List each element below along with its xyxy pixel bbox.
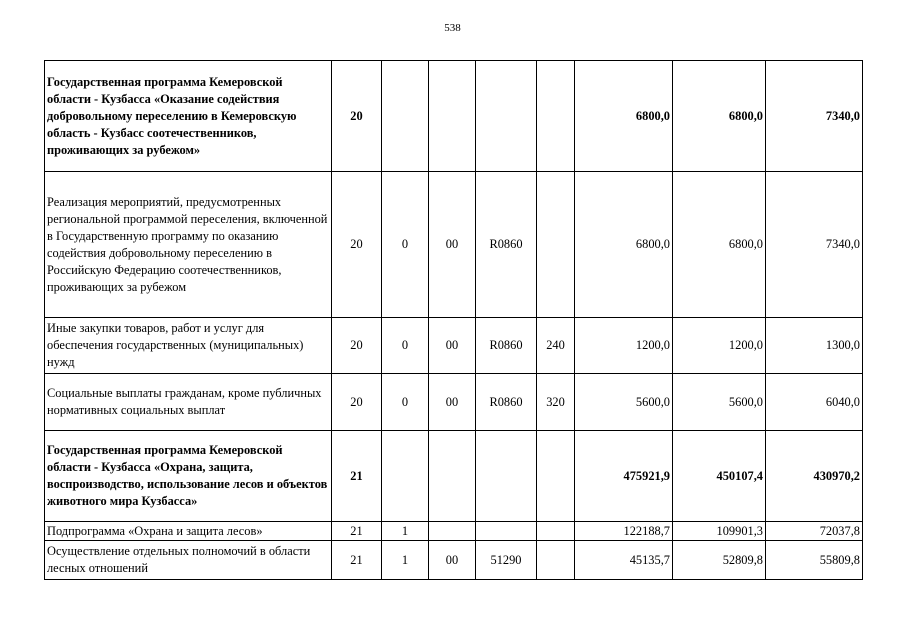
- expense-type-code: [537, 541, 575, 580]
- subprogram-code: 0: [382, 374, 429, 431]
- subprogram-code: [382, 61, 429, 172]
- row-name: Подпрограмма «Охрана и защита лесов»: [45, 522, 332, 541]
- row-name: Иные закупки товаров, работ и услуг для обеспечения государственных (муниципальных) нужд: [45, 318, 332, 374]
- row-name: Государственная программа Кемеровской области - Кузбасса «Оказание содействия добровольному переселению в Кемеровскую область - Кузбасс соотечественников, проживающих за рубежом»: [45, 61, 332, 172]
- direction-code: [476, 431, 537, 522]
- amount-1: 6800,0: [575, 172, 673, 318]
- direction-code: R0860: [476, 172, 537, 318]
- table-row: [45, 374, 863, 431]
- amount-1: 475921,9: [575, 431, 673, 522]
- amount-3: 7340,0: [766, 172, 863, 318]
- main-event-code: 00: [429, 374, 476, 431]
- table-row: [45, 541, 863, 580]
- program-code: 21: [332, 431, 382, 522]
- amount-2: 5600,0: [673, 374, 766, 431]
- amount-2: 52809,8: [673, 541, 766, 580]
- budget-table: [44, 60, 863, 580]
- amount-1: 45135,7: [575, 541, 673, 580]
- subprogram-code: 0: [382, 318, 429, 374]
- direction-code: R0860: [476, 318, 537, 374]
- amount-1: 5600,0: [575, 374, 673, 431]
- table-row: [45, 318, 863, 374]
- expense-type-code: 320: [537, 374, 575, 431]
- main-event-code: [429, 431, 476, 522]
- main-event-code: [429, 61, 476, 172]
- amount-3: 7340,0: [766, 61, 863, 172]
- table-row: [45, 61, 863, 172]
- expense-type-code: [537, 61, 575, 172]
- expense-type-code: 240: [537, 318, 575, 374]
- subprogram-code: 0: [382, 172, 429, 318]
- program-code: 20: [332, 172, 382, 318]
- row-name: Реализация мероприятий, предусмотренных региональной программой переселения, включенной в Государственную программу по оказанию содействия добровольному переселению в Российскую Федерацию соотечественников, проживающих за рубежом: [45, 172, 332, 318]
- amount-1: 1200,0: [575, 318, 673, 374]
- subprogram-code: [382, 431, 429, 522]
- table-row: [45, 172, 863, 318]
- row-name: Социальные выплаты гражданам, кроме публичных нормативных социальных выплат: [45, 374, 332, 431]
- program-code: 21: [332, 522, 382, 541]
- program-code: 21: [332, 541, 382, 580]
- amount-1: 122188,7: [575, 522, 673, 541]
- amount-3: 72037,8: [766, 522, 863, 541]
- amount-2: 109901,3: [673, 522, 766, 541]
- direction-code: [476, 522, 537, 541]
- main-event-code: 00: [429, 541, 476, 580]
- subprogram-code: 1: [382, 522, 429, 541]
- amount-3: 1300,0: [766, 318, 863, 374]
- amount-2: 6800,0: [673, 172, 766, 318]
- direction-code: R0860: [476, 374, 537, 431]
- page-number: 538: [444, 22, 461, 34]
- amount-3: 55809,8: [766, 541, 863, 580]
- subprogram-code: 1: [382, 541, 429, 580]
- amount-3: 430970,2: [766, 431, 863, 522]
- row-name: Осуществление отдельных полномочий в области лесных отношений: [45, 541, 332, 580]
- amount-1: 6800,0: [575, 61, 673, 172]
- table-row: [45, 431, 863, 522]
- table-row: [45, 522, 863, 541]
- program-code: 20: [332, 318, 382, 374]
- program-code: 20: [332, 61, 382, 172]
- program-code: 20: [332, 374, 382, 431]
- expense-type-code: [537, 172, 575, 318]
- main-event-code: [429, 522, 476, 541]
- amount-2: 6800,0: [673, 61, 766, 172]
- amount-2: 1200,0: [673, 318, 766, 374]
- main-event-code: 00: [429, 318, 476, 374]
- main-event-code: 00: [429, 172, 476, 318]
- direction-code: 51290: [476, 541, 537, 580]
- expense-type-code: [537, 431, 575, 522]
- direction-code: [476, 61, 537, 172]
- amount-2: 450107,4: [673, 431, 766, 522]
- row-name: Государственная программа Кемеровской области - Кузбасса «Охрана, защита, воспроизводство, использование лесов и объектов животного мира Кузбасса»: [45, 431, 332, 522]
- amount-3: 6040,0: [766, 374, 863, 431]
- expense-type-code: [537, 522, 575, 541]
